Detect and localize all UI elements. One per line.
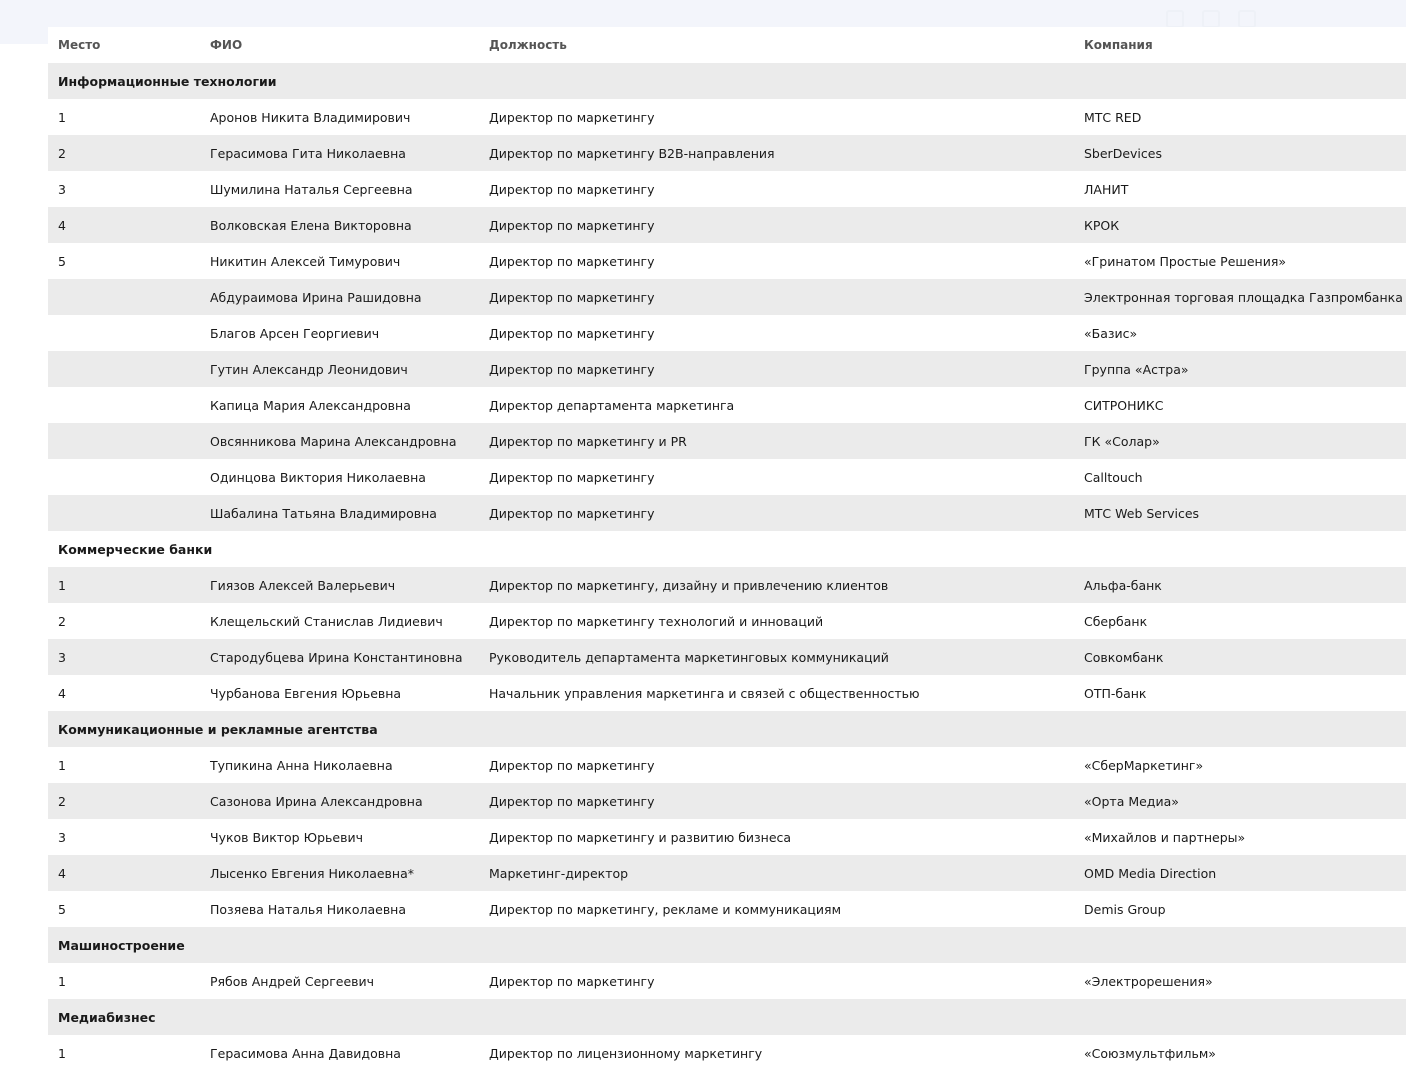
cell-position: Директор по маркетингу: [489, 109, 655, 125]
background-header-icons: [1166, 10, 1256, 28]
cell-name: Благов Арсен Георгиевич: [210, 325, 380, 341]
section-title: Машиностроение: [48, 927, 1406, 963]
section-title: Коммуникационные и рекламные агентства: [48, 711, 1406, 747]
cell-company: «Электрорешения»: [1084, 973, 1213, 989]
cell-position: Директор по маркетингу и PR: [479, 423, 1074, 459]
cell-name: Лысенко Евгения Николаевна*: [200, 855, 479, 891]
cell-rank: 1: [58, 757, 66, 773]
cell-rank: 5: [58, 253, 66, 269]
cell-position: Директор по маркетингу технологий и инноваций: [489, 613, 824, 629]
cell-rank: 3: [58, 829, 66, 845]
cell-name: Аронов Никита Владимирович: [210, 109, 411, 125]
table-row: [48, 675, 1406, 711]
cell-rank: [48, 279, 200, 315]
cell-position: Директор по маркетингу: [489, 757, 655, 773]
table-row: [48, 387, 1406, 423]
cell-company: Demis Group: [1084, 901, 1166, 917]
cell-company: «СберМаркетинг»: [1084, 757, 1204, 773]
section-row: [48, 531, 1406, 567]
section-row: [48, 999, 1406, 1035]
table-row: [48, 351, 1406, 387]
section-row: [48, 927, 1406, 963]
cell-rank: [48, 423, 200, 459]
table-row: [48, 639, 1406, 675]
cell-name: Шумилина Наталья Сергеевна: [210, 181, 413, 197]
cell-position: Директор по маркетингу, рекламе и коммуникациям: [489, 901, 842, 917]
ranking-table-overlay: [48, 27, 1406, 1065]
section-title: Коммерческие банки: [58, 541, 213, 557]
cell-company: OMD Media Direction: [1074, 855, 1406, 891]
cell-rank: 2: [58, 613, 66, 629]
cell-rank: 1: [58, 109, 66, 125]
table-row: [48, 747, 1406, 783]
cell-position: Директор по маркетингу: [489, 973, 655, 989]
cell-rank: 1: [58, 1045, 66, 1061]
cell-position: Маркетинг-директор: [479, 855, 1074, 891]
cell-name: Сазонова Ирина Александровна: [200, 783, 479, 819]
section-row: [48, 711, 1406, 747]
cell-position: Директор по маркетингу: [479, 207, 1074, 243]
cell-company: СИТРОНИКС: [1084, 397, 1164, 413]
table-row: [48, 891, 1406, 927]
table-row: [48, 315, 1406, 351]
cell-position: Директор по маркетингу: [479, 783, 1074, 819]
cell-position: Директор по маркетингу, дизайну и привлечению клиентов: [479, 567, 1074, 603]
cell-company: Группа «Астра»: [1074, 351, 1406, 387]
cell-name: Никитин Алексей Тимурович: [210, 253, 401, 269]
cell-name: Гиязов Алексей Валерьевич: [200, 567, 479, 603]
cell-position: Директор департамента маркетинга: [489, 397, 735, 413]
table-row: [48, 243, 1406, 279]
cell-rank: [48, 495, 200, 531]
table-row: [48, 495, 1406, 531]
cell-name: Герасимова Анна Давидовна: [210, 1045, 401, 1061]
cell-position: Директор по маркетингу: [479, 495, 1074, 531]
table-row: [48, 567, 1406, 603]
cell-name: Рябов Андрей Сергеевич: [210, 973, 375, 989]
section-title: Информационные технологии: [48, 63, 1406, 99]
cell-company: ОТП-банк: [1084, 685, 1147, 701]
cell-company: КРОК: [1074, 207, 1406, 243]
table-body: [48, 63, 1406, 1065]
cell-company: «Гринатом Простые Решения»: [1084, 253, 1286, 269]
table-row: [48, 99, 1406, 135]
cell-company: Электронная торговая площадка Газпромбанка: [1074, 279, 1406, 315]
cell-rank: [48, 387, 200, 423]
cell-position: Директор по маркетингу: [479, 279, 1074, 315]
table-row: [48, 1035, 1406, 1065]
cell-company: «Союзмультфильм»: [1084, 1045, 1216, 1061]
cell-rank: [48, 459, 200, 495]
cell-company: «Орта Медиа»: [1074, 783, 1406, 819]
table-row: [48, 783, 1406, 819]
cell-position: Руководитель департамента маркетинговых коммуникаций: [479, 639, 1074, 675]
cell-position: Директор по маркетингу: [489, 325, 655, 341]
cell-name: Абдураимова Ирина Рашидовна: [200, 279, 479, 315]
menu-icon: [1238, 10, 1256, 28]
cell-position: Директор по маркетингу: [489, 469, 655, 485]
cell-company: Calltouch: [1084, 469, 1143, 485]
cell-name: Капица Мария Александровна: [210, 397, 411, 413]
cell-rank: 3: [48, 639, 200, 675]
cell-name: Чуков Виктор Юрьевич: [210, 829, 363, 845]
cell-company: ЛАНИТ: [1084, 181, 1129, 197]
cell-name: Одинцова Виктория Николаевна: [210, 469, 426, 485]
cell-rank: [48, 351, 200, 387]
cell-position: Директор по маркетингу: [489, 181, 655, 197]
cell-position: Директор по маркетингу: [489, 253, 655, 269]
cell-company: Сбербанк: [1084, 613, 1148, 629]
cell-name: Стародубцева Ирина Константиновна: [200, 639, 479, 675]
cell-position: Директор по маркетингу: [479, 351, 1074, 387]
header-name[interactable]: ФИО: [200, 27, 479, 63]
table-row: [48, 207, 1406, 243]
table-row: [48, 279, 1406, 315]
cell-rank: 1: [48, 567, 200, 603]
table-row: [48, 603, 1406, 639]
header-rank[interactable]: Место: [48, 27, 200, 63]
cell-name: Тупикина Анна Николаевна: [210, 757, 393, 773]
ranking-table: [48, 27, 1406, 1065]
cell-rank: 2: [48, 135, 200, 171]
cell-company: МТС Web Services: [1074, 495, 1406, 531]
cell-rank: 4: [58, 685, 66, 701]
cell-position: Директор по маркетингу и развитию бизнеса: [489, 829, 792, 845]
user-icon: [1202, 10, 1220, 28]
section-title: Медиабизнес: [48, 999, 1406, 1035]
cell-position: Начальник управления маркетинга и связей с общественностью: [489, 685, 920, 701]
cell-name: Овсянникова Марина Александровна: [200, 423, 479, 459]
cell-name: Волковская Елена Викторовна: [200, 207, 479, 243]
section-row: [48, 63, 1406, 99]
table-row: [48, 459, 1406, 495]
cell-company: SberDevices: [1074, 135, 1406, 171]
cell-company: Альфа-банк: [1074, 567, 1406, 603]
cell-company: «Базис»: [1084, 325, 1138, 341]
header-company[interactable]: Компания: [1074, 27, 1406, 63]
cell-company: МТС RED: [1084, 109, 1142, 125]
cell-position: Директор по лицензионному маркетингу: [489, 1045, 763, 1061]
cell-rank: 3: [58, 181, 66, 197]
cell-company: «Михайлов и партнеры»: [1084, 829, 1246, 845]
cell-rank: 2: [48, 783, 200, 819]
cell-name: Клещельский Станислав Лидиевич: [210, 613, 443, 629]
cell-company: Совкомбанк: [1074, 639, 1406, 675]
cell-rank: 1: [58, 973, 66, 989]
table-row: [48, 423, 1406, 459]
cell-company: ГК «Солар»: [1074, 423, 1406, 459]
cell-name: Гутин Александр Леонидович: [200, 351, 479, 387]
cell-name: Герасимова Гита Николаевна: [200, 135, 479, 171]
cell-name: Позяева Наталья Николаевна: [210, 901, 407, 917]
table-row: [48, 819, 1406, 855]
cell-name: Чурбанова Евгения Юрьевна: [210, 685, 402, 701]
table-header-row: [48, 27, 1406, 63]
table-row: [48, 171, 1406, 207]
cell-name: Шабалина Татьяна Владимировна: [200, 495, 479, 531]
cell-rank: 4: [48, 855, 200, 891]
header-position[interactable]: Должность: [479, 27, 1074, 63]
cell-position: Директор по маркетингу B2B-направления: [479, 135, 1074, 171]
cell-rank: [48, 315, 200, 351]
table-row: [48, 855, 1406, 891]
table-row: [48, 135, 1406, 171]
cell-rank: 5: [58, 901, 66, 917]
table-row: [48, 963, 1406, 999]
cell-rank: 4: [48, 207, 200, 243]
search-icon: [1166, 10, 1184, 28]
